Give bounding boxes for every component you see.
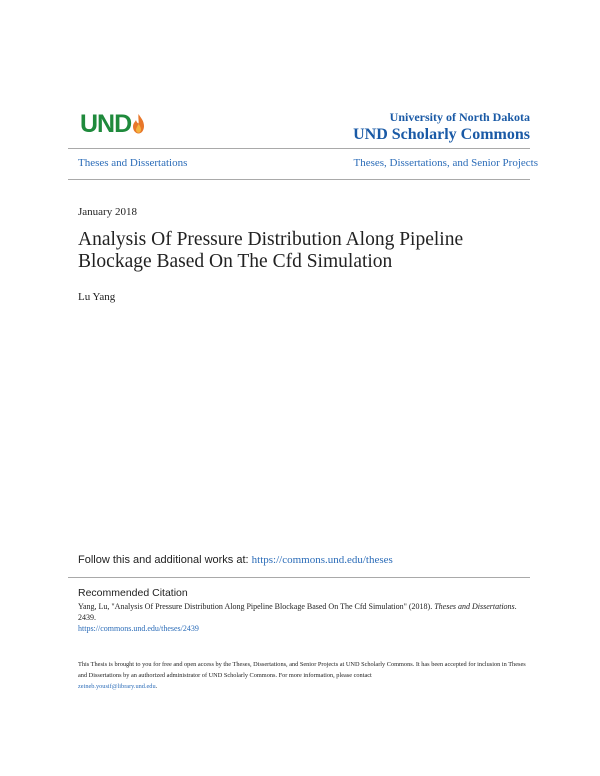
notice-text: This Thesis is brought to you for free and open access by the Theses, Dissertations, and Senior Projects at UND Scholarly Commons. It has been accepted for inclusion in Theses and Dissertations by an authorized administrator of UND Scholarly Commons. For more information, please contact	[78, 661, 526, 679]
divider-citation	[68, 577, 530, 578]
follow-url-link[interactable]: https://commons.und.edu/theses	[251, 554, 393, 566]
logo-text: UND	[80, 110, 132, 138]
author-name[interactable]: Lu Yang	[78, 291, 116, 303]
follow-line	[78, 554, 393, 566]
recommended-citation-heading: Recommended Citation	[78, 587, 188, 599]
contact-email-link[interactable]: zeineb.yousif@library.und.edu	[78, 683, 156, 690]
follow-label: Follow this and additional works at:	[78, 554, 252, 566]
access-notice: This Thesis is brought to you for free and open access by the Theses, Dissertations, and Senior Projects at UND Scholarly Commons. It has been accepted for inclusion in Theses and Dissertations by an authorized administrator of UND Scholarly Commons. For more information, please contact zeineb.yousif@library.und.edu.	[78, 661, 526, 690]
divider-nav	[68, 179, 530, 180]
document-title: Analysis Of Pressure Distribution Along Pipeline Blockage Based On The Cfd Simulation	[78, 229, 464, 272]
und-logo[interactable]	[80, 111, 145, 137]
citation-text: Yang, Lu, "Analysis Of Pressure Distribution Along Pipeline Blockage Based On The Cfd Simulation" (2018). Theses and Dissertations. 2439.	[78, 602, 517, 622]
publication-date: January 2018	[78, 206, 137, 218]
theses-dissertations-link[interactable]: Theses and Dissertations	[78, 157, 188, 169]
citation-series: Theses and Dissertations	[434, 602, 515, 611]
institution-block	[353, 110, 530, 145]
citation-number: 2439.	[78, 613, 96, 622]
citation-body: Yang, Lu, "Analysis Of Pressure Distribution Along Pipeline Blockage Based On The Cfd Simulation" (2018).	[78, 602, 433, 611]
divider-top	[68, 148, 530, 149]
senior-projects-link[interactable]: Theses, Dissertations, and Senior Projects	[353, 157, 538, 169]
university-name[interactable]: University of North Dakota	[389, 110, 530, 124]
repository-name[interactable]: UND Scholarly Commons	[353, 126, 530, 143]
citation-url-link[interactable]: https://commons.und.edu/theses/2439	[78, 624, 199, 633]
flame-icon	[132, 114, 145, 134]
